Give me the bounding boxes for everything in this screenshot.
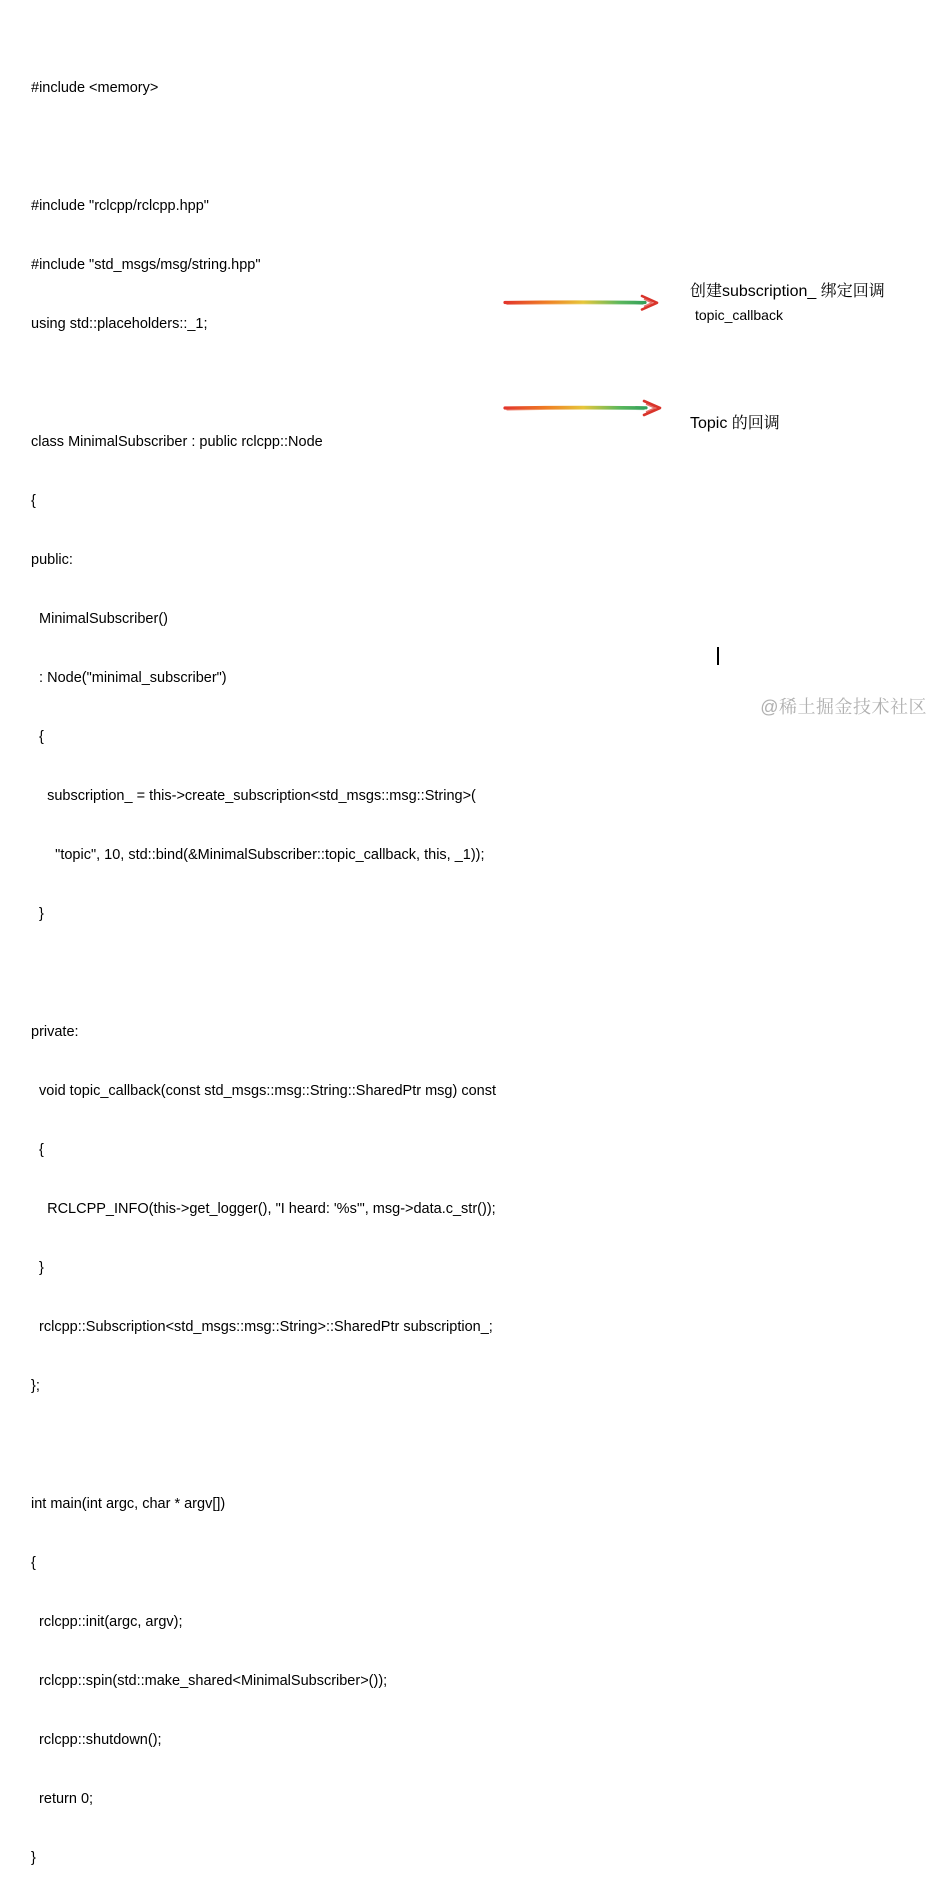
code-line: subscription_ = this->create_subscription<std_msgs::msg::String>( [31, 788, 476, 805]
callback-note-title: Topic 的回调 [690, 415, 780, 432]
arrow-shaft [505, 302, 645, 303]
code-line: MinimalSubscriber() [31, 611, 168, 628]
code-line: #include <memory> [31, 80, 159, 97]
code-line: public: [31, 552, 73, 569]
code-line [31, 964, 496, 984]
code-line: int main(int argc, char * argv[]) [31, 1496, 226, 1513]
subscription-note-title: 创建subscription_ 绑定回调 [690, 283, 885, 300]
code-line: : Node("minimal_subscriber") [31, 670, 227, 687]
code-line: private: [31, 1024, 79, 1041]
code-line: RCLCPP_INFO(this->get_logger(), "I heard: '%s'", msg->data.c_str()); [31, 1201, 496, 1218]
arrow-head-sketch [644, 299, 652, 307]
arrow-to-subscription-note [505, 296, 657, 310]
arrow-to-callback-note [505, 401, 660, 415]
code-line: void topic_callback(const std_msgs::msg::String::SharedPtr msg) const [31, 1083, 496, 1100]
code-line: class MinimalSubscriber : public rclcpp::Node [31, 434, 323, 451]
arrow-head [644, 401, 660, 415]
code-line [31, 374, 496, 394]
code-line: rclcpp::shutdown(); [31, 1732, 162, 1749]
arrow-head-sketch [646, 404, 655, 412]
code-line: } [31, 1850, 36, 1867]
arrow-shaft [505, 407, 646, 408]
code-line: rclcpp::spin(std::make_shared<MinimalSubscriber>()); [31, 1673, 388, 1690]
code-line: using std::placeholders::_1; [31, 316, 208, 333]
subscription-note-detail: topic_callback [695, 307, 783, 323]
watermark: @稀土掘金技术社区 [760, 697, 927, 717]
arrow-shaft-sketch [507, 409, 644, 410]
code-line: { [31, 493, 36, 510]
code-line: { [31, 1142, 44, 1159]
code-line: "topic", 10, std::bind(&MinimalSubscriber::topic_callback, this, _1)); [31, 847, 485, 864]
code-line: rclcpp::Subscription<std_msgs::msg::String>::SharedPtr subscription_; [31, 1319, 493, 1336]
code-line [31, 138, 496, 158]
code-line: #include "rclcpp/rclcpp.hpp" [31, 198, 209, 215]
code-listing [31, 40, 496, 1889]
arrow-shaft-sketch [507, 304, 643, 305]
code-line: { [31, 1555, 36, 1572]
code-line [31, 1436, 496, 1456]
code-line: #include "std_msgs/msg/string.hpp" [31, 257, 261, 274]
arrow-head [642, 296, 657, 310]
code-line: } [31, 906, 44, 923]
code-line: return 0; [31, 1791, 94, 1808]
code-line: rclcpp::init(argc, argv); [31, 1614, 183, 1631]
code-line: { [31, 729, 44, 746]
text-cursor [717, 647, 719, 665]
code-line: } [31, 1260, 44, 1277]
code-line: }; [31, 1378, 40, 1395]
